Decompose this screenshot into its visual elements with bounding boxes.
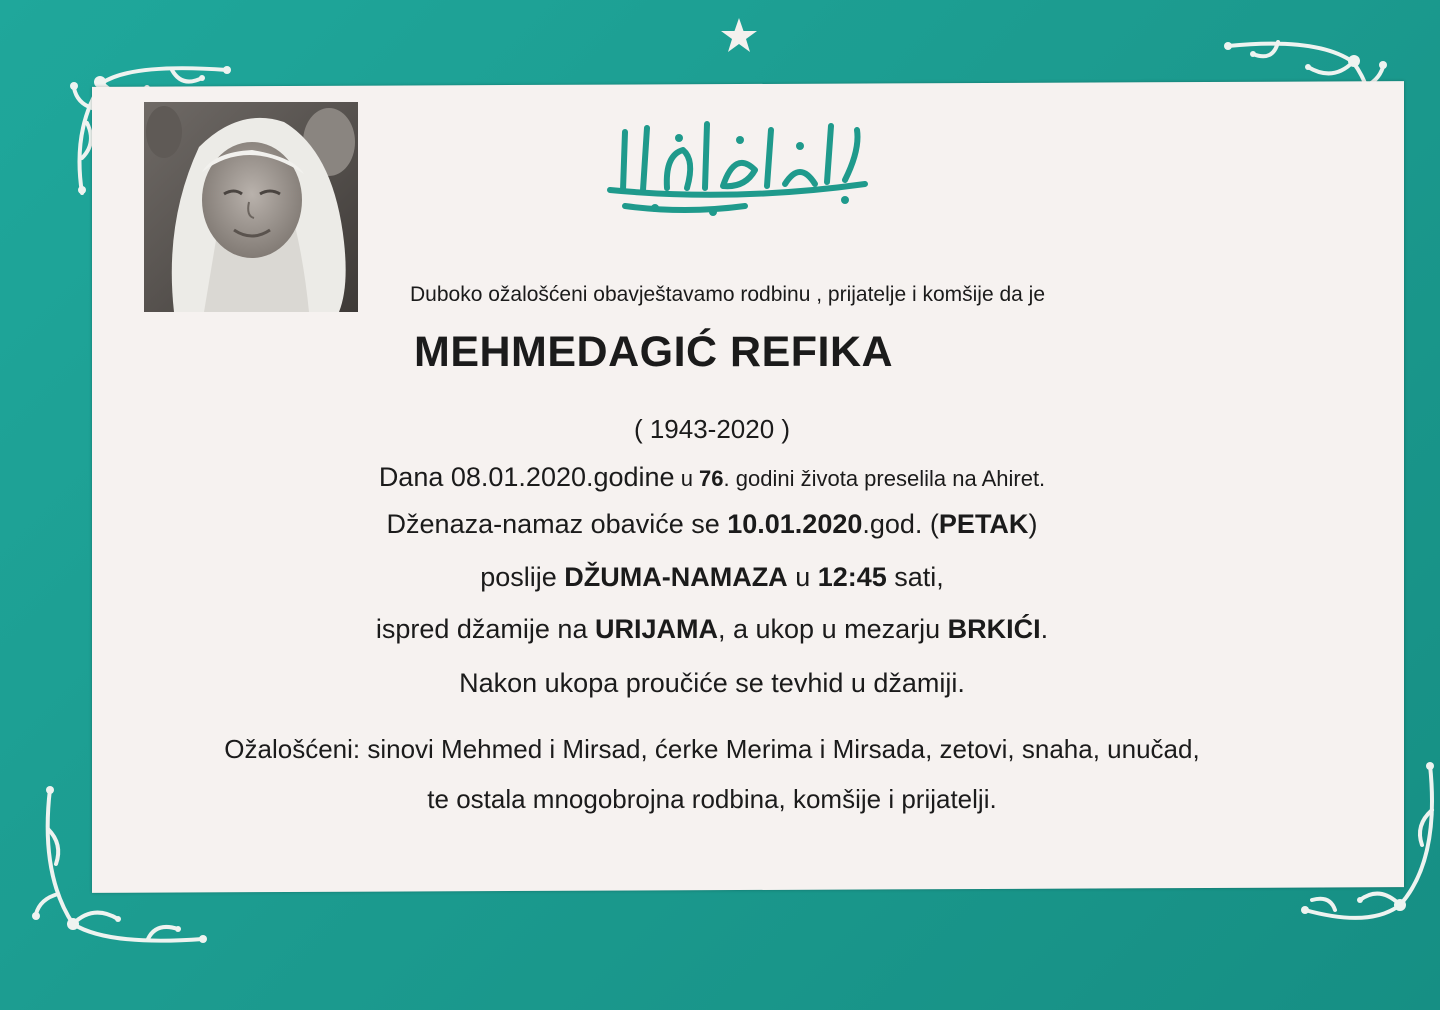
funeral-date: 10.01.2020: [727, 509, 863, 539]
calligraphy-emblem: [595, 110, 875, 222]
life-years: ( 1943-2020 ): [633, 414, 791, 444]
portrait-photo: [144, 102, 358, 312]
location-line: ispred džamije na URIJAMA, a ukop u mezarju BRKIĆI.: [375, 614, 1049, 644]
prayer-time-line: poslije DŽUMA-NAMAZA u 12:45 sati,: [480, 562, 944, 592]
tevhid-line: Nakon ukopa proučiće se tevhid u džamiji.: [459, 668, 965, 698]
funeral-day: PETAK: [938, 509, 1029, 539]
prayer-name: DŽUMA-NAMAZA: [564, 562, 788, 592]
cemetery-location: BRKIĆI: [947, 614, 1041, 644]
intro-text: Duboko ožalošćeni obavještavamo rodbinu , prijatelje i komšije da je: [410, 283, 1046, 306]
death-date-line: Dana 08.01.2020.godine u 76. godini života preselila na Ahiret.: [378, 462, 1046, 492]
age-value: 76: [699, 466, 724, 491]
mourners-line-1: Ožalošćeni: sinovi Mehmed i Mirsad, ćerke Merima i Mirsada, zetovi, snaha, unučad,: [224, 734, 1200, 764]
mosque-location: URIJAMA: [594, 614, 718, 644]
death-date-text: Dana 08.01.2020.godine: [378, 462, 675, 492]
funeral-prayer-line: Dženaza-namaz obaviće se 10.01.2020.god. (PETAK): [386, 509, 1038, 539]
prayer-time: 12:45: [817, 562, 887, 592]
mourners-line-2: te ostala mnogobrojna rodbina, komšije i prijatelji.: [427, 784, 997, 814]
crescent-star-icon: [655, 0, 785, 95]
deceased-name: MEHMEDAGIĆ REFIKA: [414, 328, 894, 376]
